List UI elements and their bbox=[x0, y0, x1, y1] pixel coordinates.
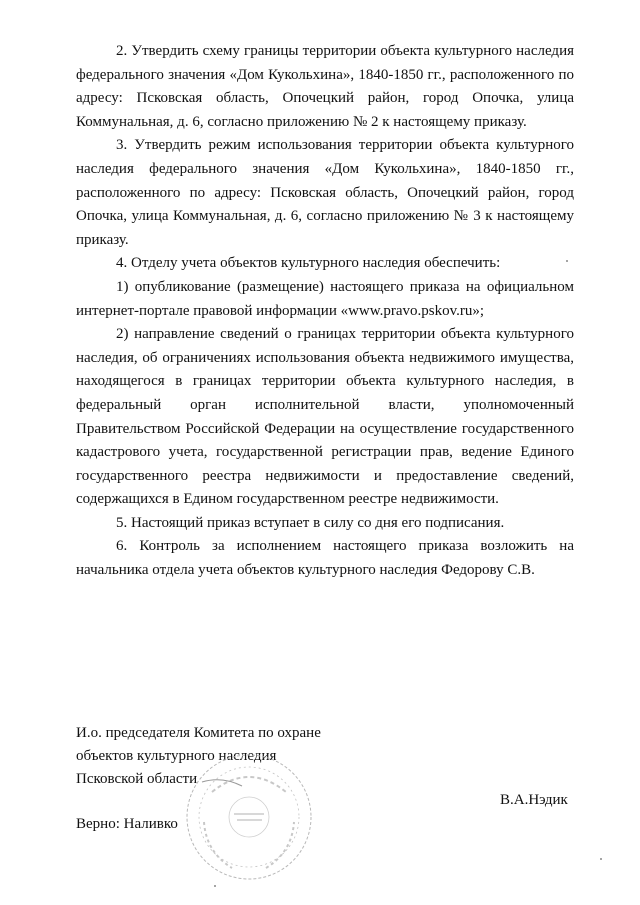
signatory-name: В.А.Нэдик bbox=[500, 792, 568, 808]
signature-title-line-1: И.о. председателя Комитета по охране bbox=[76, 725, 321, 741]
paragraph-item-6: 6. Контроль за исполнением настоящего приказа возложить на начальника отдела учета объектов культурного наследия Федорову С.В. bbox=[76, 538, 574, 579]
paragraph-item-4: 4. Отделу учета объектов культурного наследия обеспечить: bbox=[116, 255, 501, 272]
scan-speck bbox=[600, 858, 602, 860]
official-seal-stamp bbox=[182, 752, 316, 882]
order-body bbox=[76, 40, 574, 583]
paragraph-subitem-1: 1) опубликование (размещение) настоящего приказа на официальном интернет-портале правовой информации «www.pravo.pskov.ru»; bbox=[76, 278, 574, 319]
paragraph-item-3: 3. Утвердить режим использования территории объекта культурного наследия федерального значения «Дом Кукольхина», 1840-1850 гг., расположенного по адресу: Псковская область, Опочецкий район, город Опочка, улица Коммунальная, д. 6, согласно приложению № 3 к настоящему приказу. bbox=[76, 137, 574, 248]
scan-speck bbox=[214, 885, 216, 887]
paragraph-item-5: 5. Настоящий приказ вступает в силу со дня его подписания. bbox=[116, 514, 505, 531]
signature-title-line-2: объектов культурного наследия bbox=[76, 748, 277, 764]
verification-note: Верно: Наливко bbox=[76, 816, 178, 832]
scan-speck bbox=[566, 260, 568, 262]
paragraph-subitem-2: 2) направление сведений о границах территории объекта культурного наследия, об ограничениях использования объекта недвижимого имущества, находящегося в границах территории объекта культурного наследия, в федеральный орган исполнительной власти, уполномоченный Правительством Российской Федерации на осуществление государственного кадастрового учета, государственной регистрации прав, ведение Единого государственного реестра недвижимости и предоставление сведений, содержащихся в Едином государственном реестре недвижимости. bbox=[76, 326, 574, 508]
signature-title-line-3: Псковской области bbox=[76, 771, 198, 787]
paragraph-item-2: 2. Утвердить схему границы территории объекта культурного наследия федерального значения «Дом Кукольхина», 1840-1850 гг., расположенного по адресу: Псковская область, Опочецкий район, город Опочка, улица Коммунальная, д. 6, согласно приложению № 2 к настоящему приказу. bbox=[76, 43, 574, 130]
